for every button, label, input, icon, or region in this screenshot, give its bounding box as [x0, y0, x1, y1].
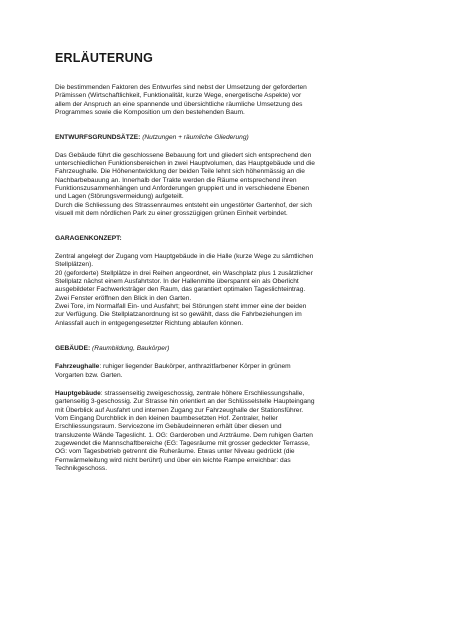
- text-line: und Lagen (Störungsvermeidung) aufgeteilt.: [55, 193, 184, 201]
- text-line: OG: vom Tagesbetrieb getrennt die Ruheräume. Etwas unter Niveau gedrückt (die: [55, 448, 295, 456]
- text-line: gartenseitig 3-geschossig. Zur Strasse hin orientiert an der Schlüsselstelle Haupteingang: [55, 398, 315, 406]
- text-fragment: : strassenseitig zweigeschossig, zentrale höhere Erschliessungshalle,: [100, 389, 305, 397]
- text-line: zur Verfügung. Die Stellplatzanordnung ist so gewählt, dass die Fahrbeziehungen im: [55, 311, 302, 319]
- entwurf-paragraph: [55, 152, 405, 219]
- text-line: Vom Eingang Durchblick in den kleinen baumbesetzten Hof. Zentraler, heller: [55, 414, 278, 422]
- section-heading-gebaeude: [55, 345, 405, 353]
- text-line: [55, 390, 405, 398]
- text-line: visuell mit dem nördlichen Park zu einer grosszügigen grünen Einheit verbindet.: [55, 210, 288, 218]
- text-line: Fahrzeughalle. Die Höhenentwicklung der beiden Teile lehnt sich höhenmässig an die: [55, 168, 305, 176]
- text-line: Stellplätzen).: [55, 261, 94, 269]
- text-line: Prämissen (Wirtschaftlichkeit, Funktionalität, kurze Wege, energetische Aspekte) vor: [55, 92, 302, 100]
- hauptgebaeude-paragraph: [55, 390, 405, 473]
- text-line: Nachbarbebauung an. Innerhalb der Trakte werden die Räume entsprechend ihren: [55, 176, 297, 184]
- text-line: mit Überblick auf Ausfahrt und internen Zugang zur Fahrzeughalle der Stationsführer.: [55, 406, 304, 414]
- section-title: GEBÄUDE:: [55, 344, 91, 352]
- text-line: Die bestimmenden Faktoren des Entwurfes sind nebst der Umsetzung der geforderten: [55, 84, 307, 91]
- text-line: unterschiedlichen Funktionsbereichen in zwei Hauptvolumen, das Hauptgebäude und die: [55, 160, 315, 168]
- section-heading-garagen: GARAGENKONZEPT:: [55, 235, 122, 243]
- text-line: Zwei Tore, im Normalfall Ein- und Ausfahrt; bei Störungen steht immer eine der beiden: [55, 302, 307, 310]
- text-line: Funktionszusammenhängen und Anforderungen gruppiert und in verschiedene Ebenen: [55, 185, 310, 193]
- section-subtitle: (Nutzungen + räumliche Gliederung): [142, 134, 249, 142]
- text-line: Zwei Fenster eröffnen den Blick in den Garten.: [55, 294, 192, 302]
- text-line: Das Gebäude führt die geschlossene Bebauung fort und gliedert sich entsprechend den: [55, 151, 312, 159]
- garagen-paragraph: [55, 253, 405, 328]
- section-subtitle: (Raumbildung, Baukörper): [92, 344, 170, 352]
- text-line: zugewendet die Mannschaftbereiche (EG: Tagesräume mit grosser gedeckter Terrasse,: [55, 440, 310, 447]
- term-label: Fahrzeughalle: [55, 363, 100, 371]
- page-title: ERLÄUTERUNG: [55, 51, 154, 65]
- text-line: Vorgarten bzw. Garten.: [55, 371, 123, 379]
- text-line: allem der Anspruch an eine spannende und übersichtliche räumliche Umsetzung des: [55, 100, 303, 108]
- text-line: Anlassfall auch in entgegengesetzter Richtung ablaufen können.: [55, 319, 244, 327]
- text-line: transluzente Wände Tageslicht. 1. OG: Garderoben und Arzträume. Dem ruhigen Garten: [55, 431, 313, 439]
- text-line: Fernwärmeleitung wird nicht berührt) und über ein leichte Rampe erreichbar: das: [55, 456, 291, 464]
- text-line: ausgebildeter Fachwerksträger den Raum, das garantiert optimalen Tageslichteintrag.: [55, 286, 306, 294]
- text-fragment: : ruhiger liegender Baukörper, anthrazitfarbener Körper in grünem: [99, 363, 291, 371]
- text-line: Technikgeschoss.: [55, 465, 108, 473]
- section-title: ENTWURFSGRUNDSÄTZE:: [55, 134, 141, 142]
- text-line: Stellplatz nächst einem Ausfahrtstor. In der Hallenmitte überspannt ein als Oberlicht: [55, 277, 299, 285]
- document-body: [55, 84, 405, 473]
- term-label: Hauptgebäude: [55, 389, 101, 397]
- fahrzeughalle-paragraph: [55, 363, 405, 380]
- text-line: Programmes sowie die Komposition um den bestehenden Baum.: [55, 109, 245, 117]
- text-line: Durch die Schliessung des Strassenraumes entsteht ein ungestörter Gartenhof, der sich: [55, 201, 312, 209]
- text-line: Zentral angelegt der Zugang vom Hauptgebäude in die Halle (kurze Wege zu sämtlichen: [55, 252, 314, 260]
- text-line: Erschliessungsraum. Servicezone im Gebäudeinneren erhält über diesen und: [55, 423, 282, 431]
- text-line: [55, 363, 405, 371]
- section-heading-entwurf: [55, 134, 405, 142]
- intro-paragraph: [55, 84, 405, 117]
- text-line: 20 (geforderte) Stellplätze in drei Reihen angeordnet, ein Waschplatz plus 1 zusätzlicher: [55, 269, 313, 277]
